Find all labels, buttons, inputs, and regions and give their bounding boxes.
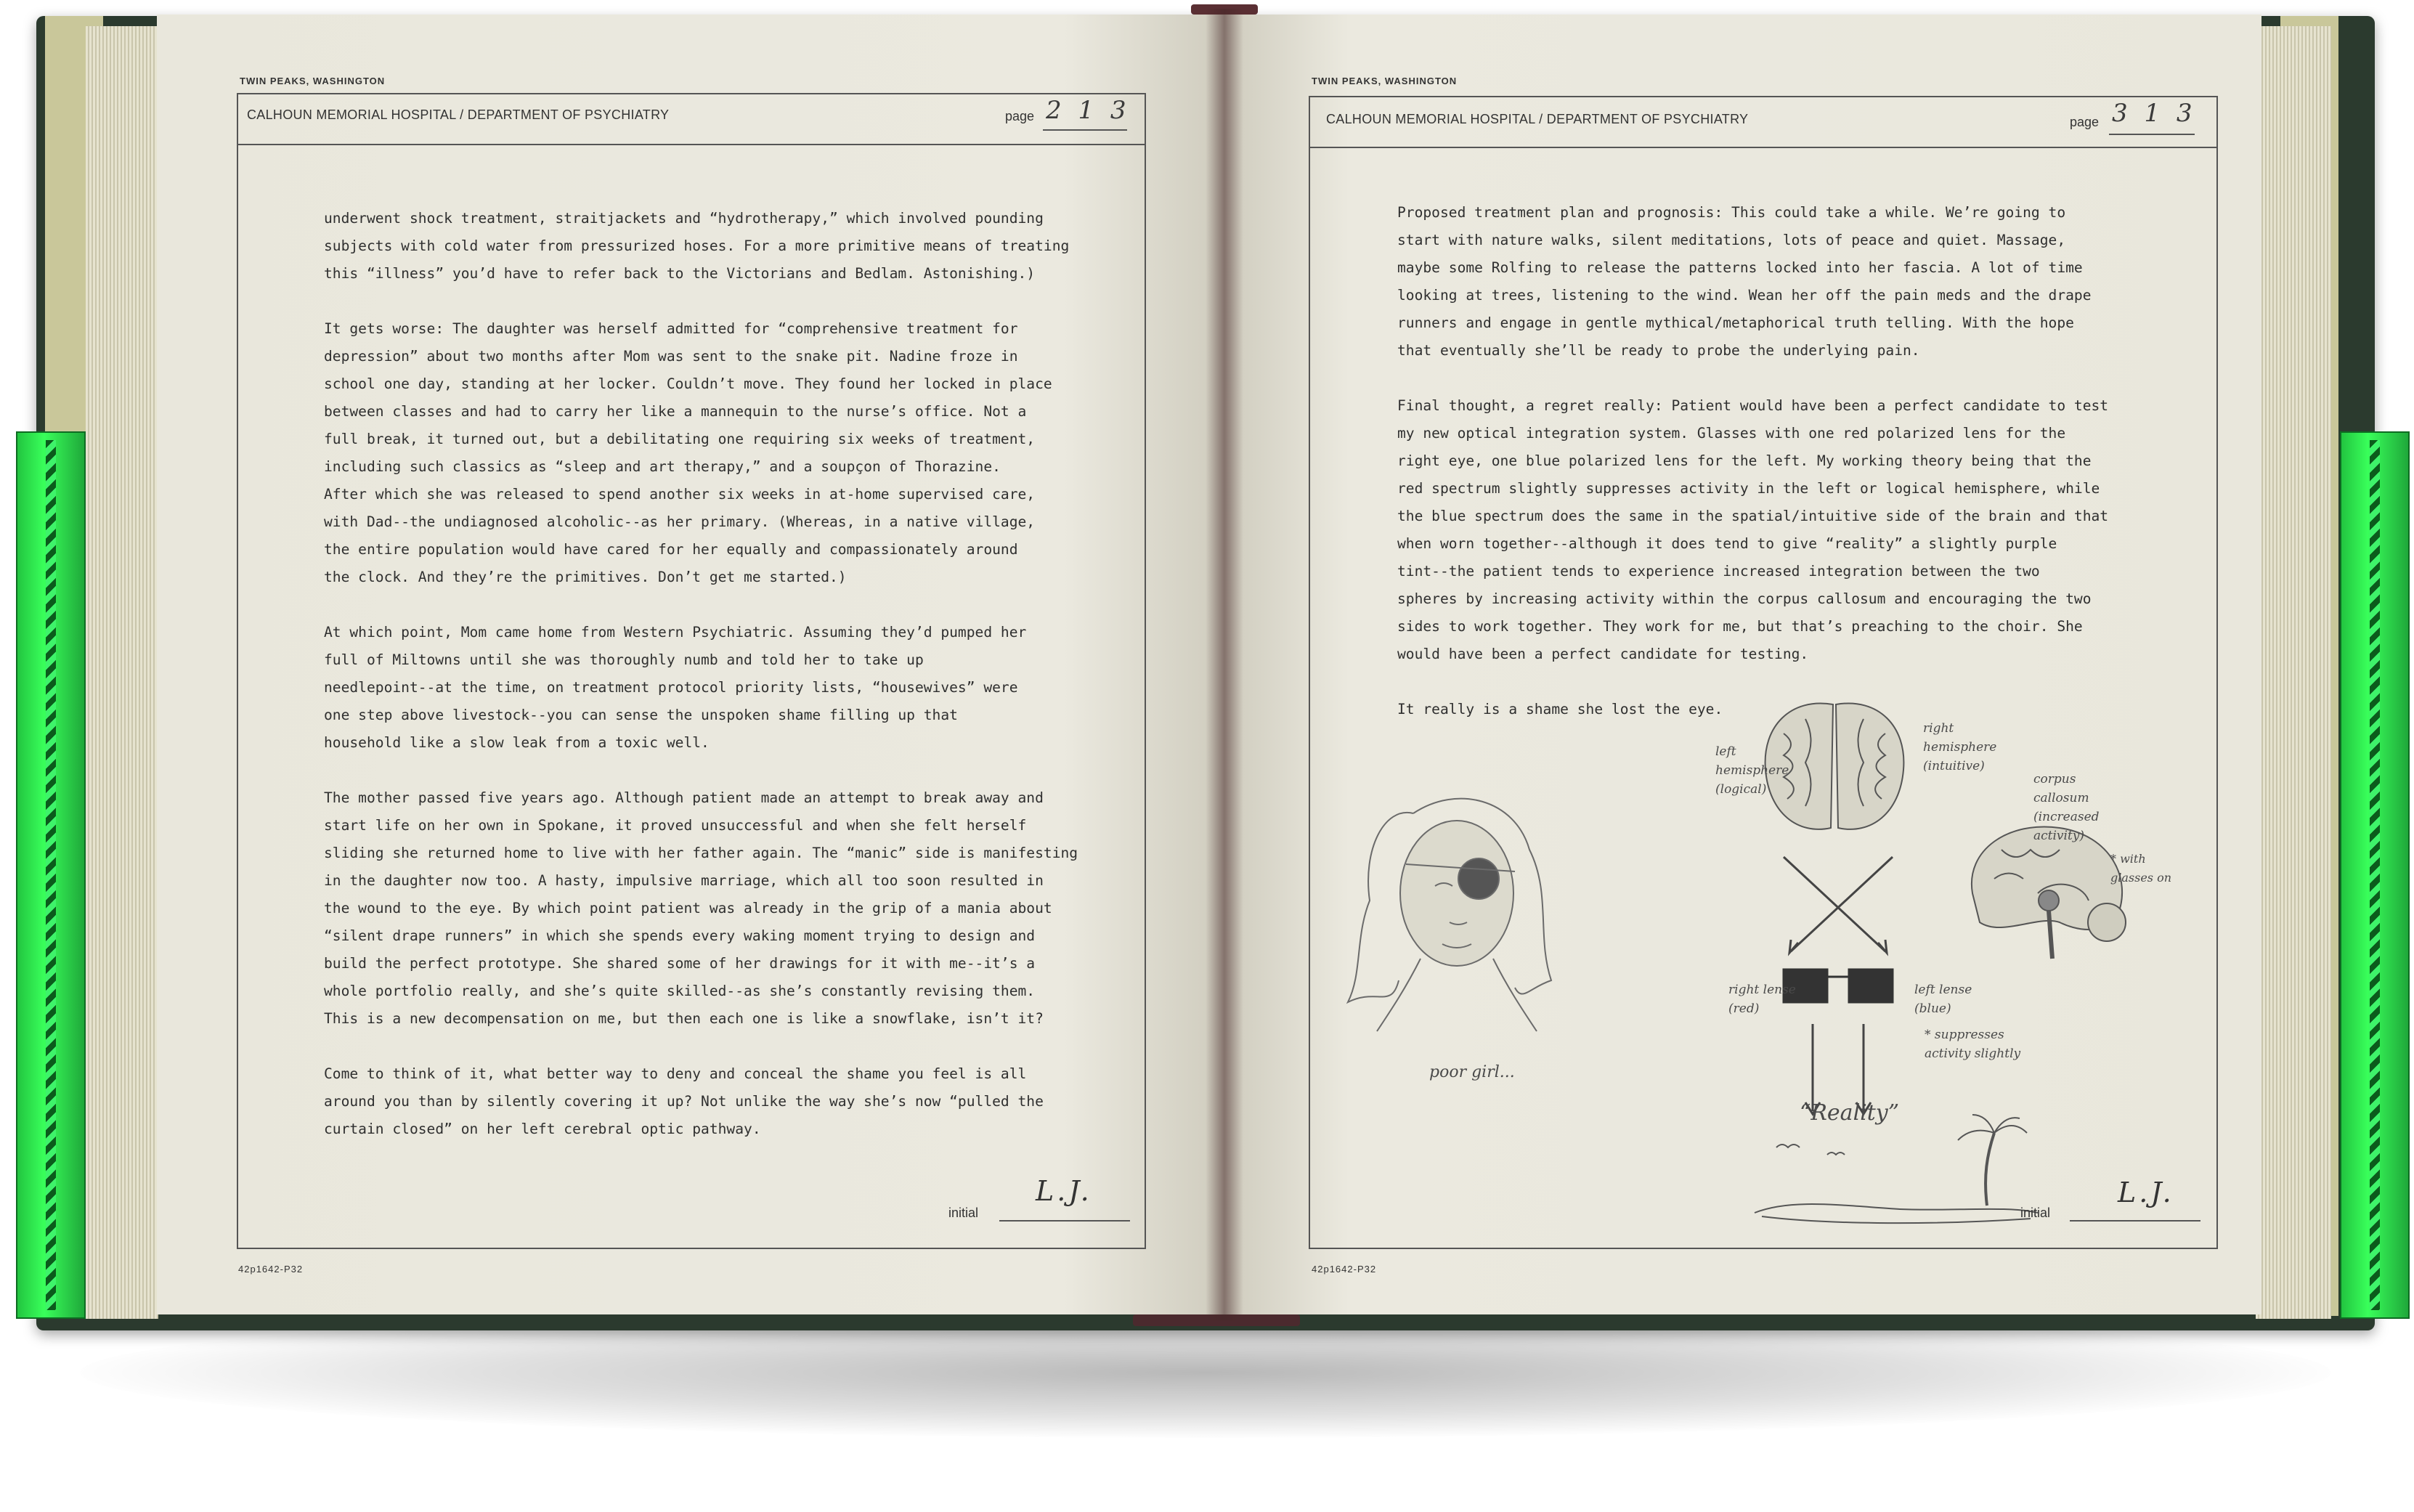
page-number: 2 1 3	[1046, 96, 1131, 125]
page-label: page	[2070, 115, 2100, 129]
paragraph: Come to think of it, what better way to deny and conceal the shame you feel is all around you than by silently covering it up? Not unlike the way she’s now “pulled the curtain closed” on her left cerebral optic pathway.	[324, 1065, 1044, 1137]
paragraph: Final thought, a regret really: Patient would have been a perfect candidate to test my new optical integration system. Glasses with one red polarized lens for the right eye, one blue polarized lens for the left. My working theory being that the red spectrum slightly suppresses activity in the left or logical hemisphere, while the blue spectrum does the same in the spatial/intuitive side of the brain and that when worn together--although it does tend to give “reality” a slightly purple tint--the patient tends to experience increased integration between the two spheres by increasing activity within the corpus callosum and encouraging the two sides to work together. They work for me, but that’s preaching to the choir. She would have been a perfect candidate for testing.	[1397, 397, 2109, 662]
initial-label: initial	[2020, 1206, 2051, 1220]
body-text	[324, 205, 1078, 1171]
note-left-hemisphere: left hemisphere (logical)	[1715, 744, 1789, 797]
paragraph: At which point, Mom came home from Western Psychiatric. Assuming they’d pumped her full of Miltowns until she was thoroughly numb and told her to take up needlepoint--at the time, on treatment protocol priority lists, “housewives” were one step above livestock--you can sense the unspoken shame filling up that household like a slow leak from a toxic well.	[324, 624, 1027, 751]
note-left-lense: left lense (blue)	[1914, 983, 1972, 1016]
city-header: TWIN PEAKS, WASHINGTON	[1312, 76, 1458, 86]
bookmark-tab-right[interactable]	[2340, 431, 2410, 1319]
note-right-lense: right lense (red)	[1728, 983, 1796, 1016]
initial-underline	[2070, 1220, 2200, 1222]
body-text	[1397, 199, 2108, 751]
left-page	[157, 15, 1224, 1314]
note-suppresses: * suppresses activity slightly	[1925, 1028, 2021, 1061]
document-code: 42p1642-P32	[1312, 1264, 1377, 1275]
page-label: page	[1005, 109, 1035, 123]
tab-stripe	[46, 440, 56, 1310]
page-stack-left	[86, 26, 158, 1319]
hospital-title: CALHOUN MEMORIAL HOSPITAL / DEPARTMENT OF PSYCHIATRY	[247, 107, 670, 122]
note-reality: “Reality”	[1800, 1100, 1900, 1126]
header-divider	[237, 144, 1145, 145]
paragraph: underwent shock treatment, straitjackets and “hydrotherapy,” which involved pounding subjects with cold water from pressurized hoses. For a more primitive means of treating this “illness” you’d have to refer back to the Victorians and Bedlam. Astonishing.)	[324, 210, 1070, 282]
page-stack-right	[2256, 26, 2331, 1319]
sketch-woman-with-eyepatch	[1333, 770, 1595, 1060]
bookmark-tab-left[interactable]	[16, 431, 86, 1319]
initial-label: initial	[948, 1206, 979, 1220]
note-corpus-callosum: corpus callosum (increased activity)	[2033, 772, 2100, 843]
document-code: 42p1642-P32	[238, 1264, 304, 1275]
page-number-underline	[2109, 134, 2195, 135]
note-poor-girl: poor girl...	[1429, 1063, 1515, 1081]
sketch-cross-arrows	[1769, 850, 1907, 959]
paragraph: It really is a shame she lost the eye.	[1397, 701, 1723, 718]
paragraph: The mother passed five years ago. Although patient made an attempt to break away and start life on her own in Spokane, it proved unsuccessful and when she felt herself sliding she returned home to live with her father again. The “manic” side is manifesting in the daughter now too. A hasty, impulsive marriage, which all too soon resulted in the wound to the eye. By which point patient was already in the grip of a mania about “silent drape runners” in which she spends every waking moment trying to design and build the perfect prototype. She shared some of her drawings for it with me--it’s a whole portfolio really, and she’s quite skilled--as she’s constantly revising them. This is a new decompensation on me, but then each one is like a snowflake, isn’t it?	[324, 789, 1078, 1027]
initial-signature: L.J.	[1036, 1175, 1092, 1207]
tab-stripe	[2370, 440, 2380, 1310]
note-right-hemisphere: right hemisphere (intuitive)	[1923, 721, 1997, 773]
right-page	[1224, 15, 2261, 1314]
initial-underline	[999, 1220, 1130, 1222]
book-gutter	[1206, 9, 1243, 1320]
hospital-title: CALHOUN MEMORIAL HOSPITAL / DEPARTMENT OF PSYCHIATRY	[1326, 112, 1749, 126]
note-with-glasses: * with glasses on	[2110, 852, 2172, 885]
page-number: 3 1 3	[2112, 99, 2197, 128]
initial-signature: L.J.	[2118, 1176, 2174, 1208]
city-header: TWIN PEAKS, WASHINGTON	[240, 76, 386, 86]
paragraph: It gets worse: The daughter was herself admitted for “comprehensive treatment for depression” about two months after Mom was sent to the snake pit. Nadine froze in school one day, standing at her locker. Couldn’t move. They found her locked in place between classes and had to carry her like a mannequin to the nurse’s office. Not a full break, it turned out, but a debilitating one requiring six weeks of treatment, including such classics as “sleep and art therapy,” and a soupçon of Thorazine. After which she was released to spend another six weeks in at-home supervised care, with Dad--the undiagnosed alcoholic--as her primary. (Whereas, in a native village, the entire population would have cared for her equally and compassionately around the clock. And they’re the primitives. Don’t get me started.)	[324, 320, 1052, 585]
page-number-underline	[1043, 129, 1127, 131]
paragraph: Proposed treatment plan and prognosis: This could take a while. We’re going to start with nature walks, silent meditations, lots of peace and quiet. Massage, maybe some Rolfing to release the patterns locked into her fascia. A lot of time looking at trees, listening to the wind. Wean her off the pain meds and the drape runners and engage in gentle mythical/metaphorical truth telling. With the hope that eventually she’ll be ready to probe the underlying pain.	[1397, 204, 2092, 359]
header-divider	[1309, 147, 2216, 148]
